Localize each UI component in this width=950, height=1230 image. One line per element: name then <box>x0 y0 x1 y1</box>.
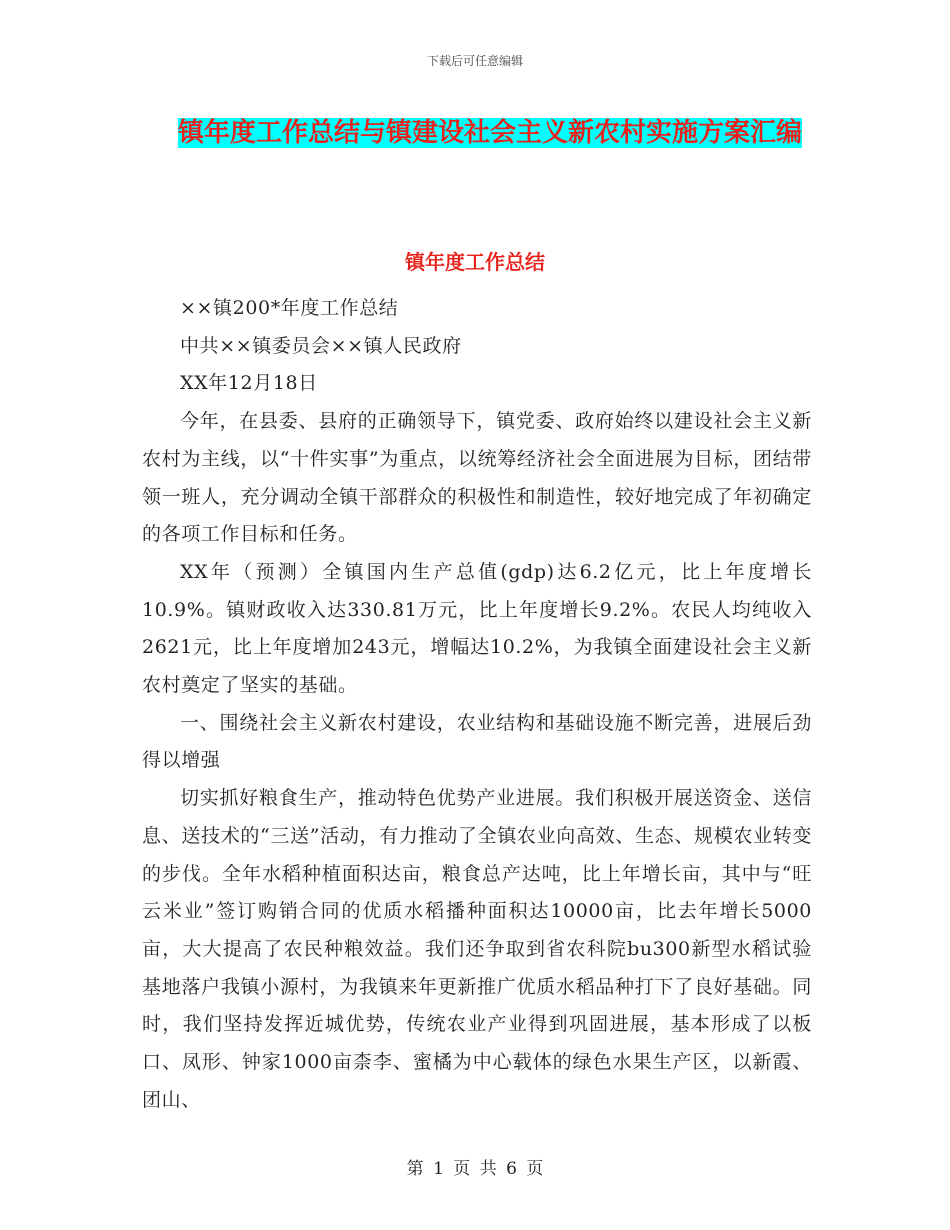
document-body <box>142 290 812 1119</box>
paragraph-heading-one: 一、围绕社会主义新农村建设，农业结构和基础设施不断完善，进展后劲得以增强 <box>142 711 812 772</box>
paragraph-issuer: 中共××镇委员会××镇人民政府 <box>180 334 462 357</box>
document-main-title <box>140 110 840 156</box>
paragraph-date: XX年12月18日 <box>180 372 318 395</box>
header-note: 下载后可任意编辑 <box>426 54 523 68</box>
paragraph-report-title: ××镇200*年度工作总结 <box>180 297 399 319</box>
paragraph-statistics: XX年（预测）全镇国内生产总值(gdp)达6.2亿元，比上年度增长10.9%。镇财政收入达330.81万元，比上年度增长9.2%。农民人均纯收入2621元，比上年度增加243元，增幅达10.2%，为我镇全面建设社会主义新农村奠定了坚实的基础。 <box>142 560 812 697</box>
paragraph-intro: 今年，在县委、县府的正确领导下，镇党委、政府始终以建设社会主义新农村为主线，以“十件实事”为重点，以统筹经济社会全面进展为目标，团结带领一班人，充分调动全镇干部群众的积极性和制造性，较好地完成了年初确定的各项工作目标和任务。 <box>142 410 812 546</box>
section-title: 镇年度工作总结 <box>405 250 545 274</box>
page-number-footer: 第 1 页 共 6 页 <box>406 1159 544 1179</box>
main-title-text: 镇年度工作总结与镇建设社会主义新农村实施方案汇编 <box>177 118 802 148</box>
paragraph-agriculture: 切实抓好粮食生产，推动特色优势产业进展。我们积极开展送资金、送信息、送技术的“三送”活动，有力推动了全镇农业向高效、生态、规模农业转变的步伐。全年水稻种植面积达亩，粮食总产达吨，比上年增长亩，其中与“旺云米业”签订购销合同的优质水稻播种面积达10000亩，比去年增长5000亩，大大提高了农民种粮效益。我们还争取到省农科院bu300新型水稻试验基地落户我镇小源村，为我镇来年更新推广优质水稻品种打下了良好基础。同时，我们坚持发挥近城优势，传统农业产业得到巩固进展，基本形成了以板口、凤形、钟家1000亩柰李、蜜橘为中心载体的绿色水果生产区，以新霞、团山、 <box>142 787 812 1111</box>
